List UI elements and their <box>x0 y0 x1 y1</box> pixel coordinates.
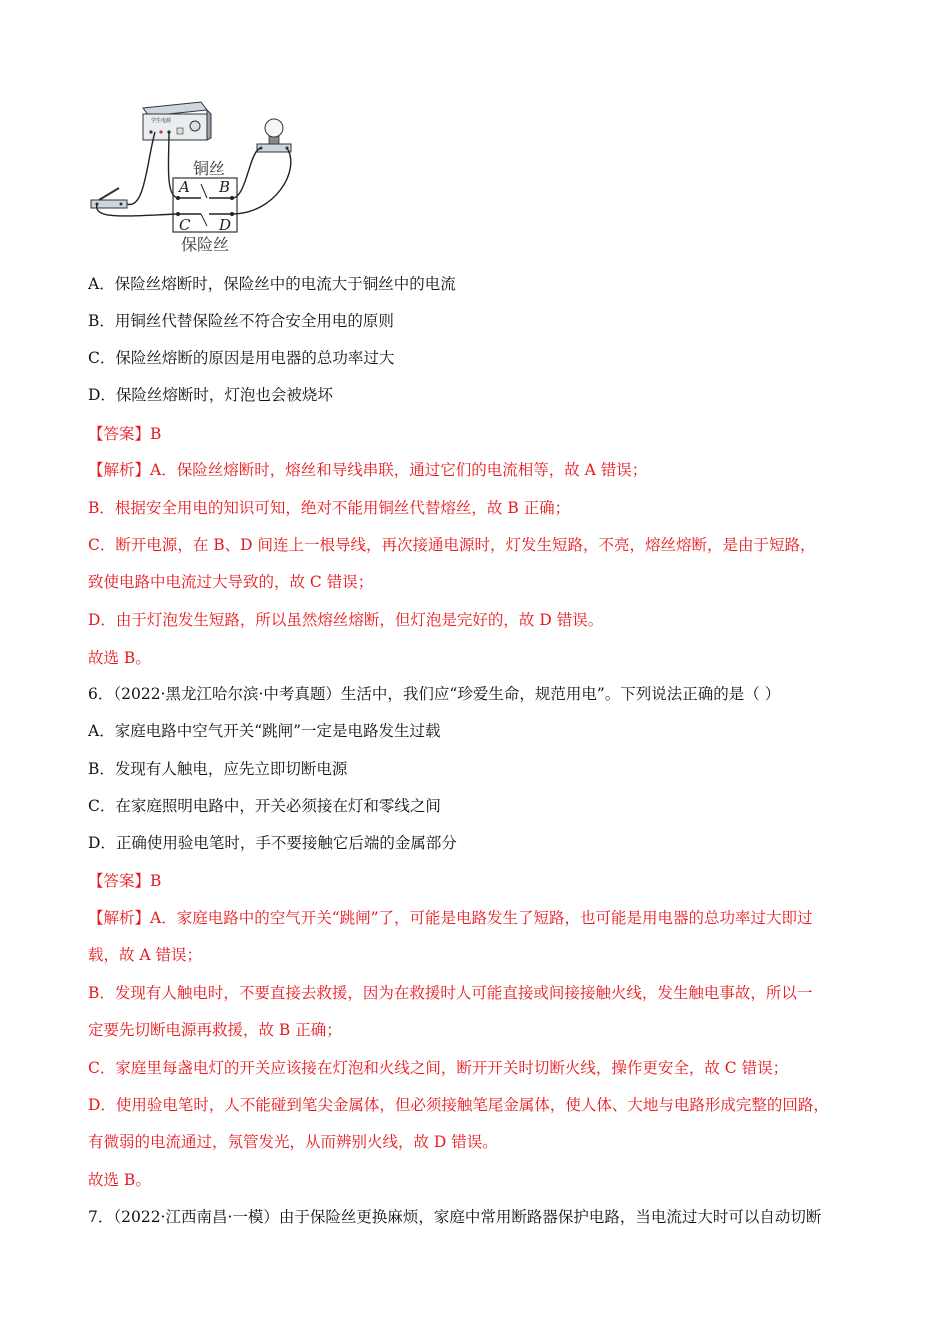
q5-analysis-line-4: 致使电路中电流过大导致的，故 C 错误； <box>88 573 374 591</box>
point-d-label: D <box>219 216 232 234</box>
circuit-figure <box>85 100 305 260</box>
copper-wire-label: 铜丝 <box>193 159 226 178</box>
q6-option-a: A．家庭电路中空气开关“跳闸”一定是电路发生过载 <box>88 722 441 740</box>
point-c-label: C <box>179 216 191 234</box>
q6-stem: 6．（2022·黑龙江哈尔滨·中考真题）生活中，我们应“珍爱生命，规范用电”。下列说法正确的是（ ） <box>88 685 781 703</box>
q5-option-b: B．用铜丝代替保险丝不符合安全用电的原则 <box>88 312 394 330</box>
q6-analysis-line-7: 有微弱的电流通过，氖管发光，从而辨别火线，故 D 错误。 <box>88 1133 498 1151</box>
q6-analysis-line-2: 载，故 A 错误； <box>88 946 203 964</box>
fuse-label: 保险丝 <box>181 235 230 254</box>
q7-stem: 7．（2022·江西南昌·一模）由于保险丝更换麻烦，家庭中常用断路器保护电路，当电流过大时可以自动切断 <box>88 1208 822 1226</box>
q6-analysis-line-1: 【解析】A．家庭电路中的空气开关“跳闸”了，可能是电路发生了短路，也可能是用电器的总功率过大即过 <box>88 909 813 927</box>
q5-analysis-line-5: D．由于灯泡发生短路，所以虽然熔丝熔断，但灯泡是完好的，故 D 错误。 <box>88 611 604 629</box>
q6-analysis-line-4: 定要先切断电源再救援，故 B 正确； <box>88 1021 342 1039</box>
q5-answer: 【答案】B <box>88 425 162 443</box>
q6-option-d: D．正确使用验电笔时，手不要接触它后端的金属部分 <box>88 834 457 852</box>
power-supply <box>143 102 211 140</box>
q5-analysis-line-1: 【解析】A．保险丝熔断时，熔丝和导线串联，通过它们的电流相等，故 A 错误； <box>88 461 648 479</box>
q6-option-c: C．在家庭照明电路中，开关必须接在灯和零线之间 <box>88 797 441 815</box>
q5-option-c: C．保险丝熔断的原因是用电器的总功率过大 <box>88 349 395 367</box>
q6-analysis-line-5: C．家庭里每盏电灯的开关应该接在灯泡和火线之间，断开开关时切断火线，操作更安全，故 C 错误； <box>88 1059 789 1077</box>
point-a-label: A <box>179 178 190 196</box>
q5-conclusion: 故选 B。 <box>88 649 151 667</box>
q6-option-b: B．发现有人触电，应先立即切断电源 <box>88 760 348 778</box>
power-supply-label: 学生电源 <box>151 118 172 124</box>
q5-analysis-line-2: B．根据安全用电的知识可知，绝对不能用铜丝代替熔丝，故 B 正确； <box>88 499 571 517</box>
q6-conclusion: 故选 B。 <box>88 1171 151 1189</box>
q6-answer: 【答案】B <box>88 872 162 890</box>
lamp <box>257 119 291 152</box>
q5-option-a: A．保险丝熔断时，保险丝中的电流大于铜丝中的电流 <box>88 275 456 293</box>
q5-option-d: D．保险丝熔断时，灯泡也会被烧坏 <box>88 386 333 404</box>
q6-analysis-line-6: D．使用验电笔时，人不能碰到笔尖金属体，但必须接触笔尾金属体，使人体、大地与电路形成完整的回路， <box>88 1096 829 1114</box>
circuit-diagram <box>85 100 305 260</box>
q5-analysis-line-3: C．断开电源，在 B、D 间连上一根导线，再次接通电源时，灯发生短路，不亮，熔丝熔断，是由于短路， <box>88 536 816 554</box>
q6-analysis-line-3: B．发现有人触电时，不要直接去救援，因为在救援时人可能直接或间接接触火线，发生触电事故，所以一 <box>88 984 813 1002</box>
point-b-label: B <box>219 178 231 196</box>
